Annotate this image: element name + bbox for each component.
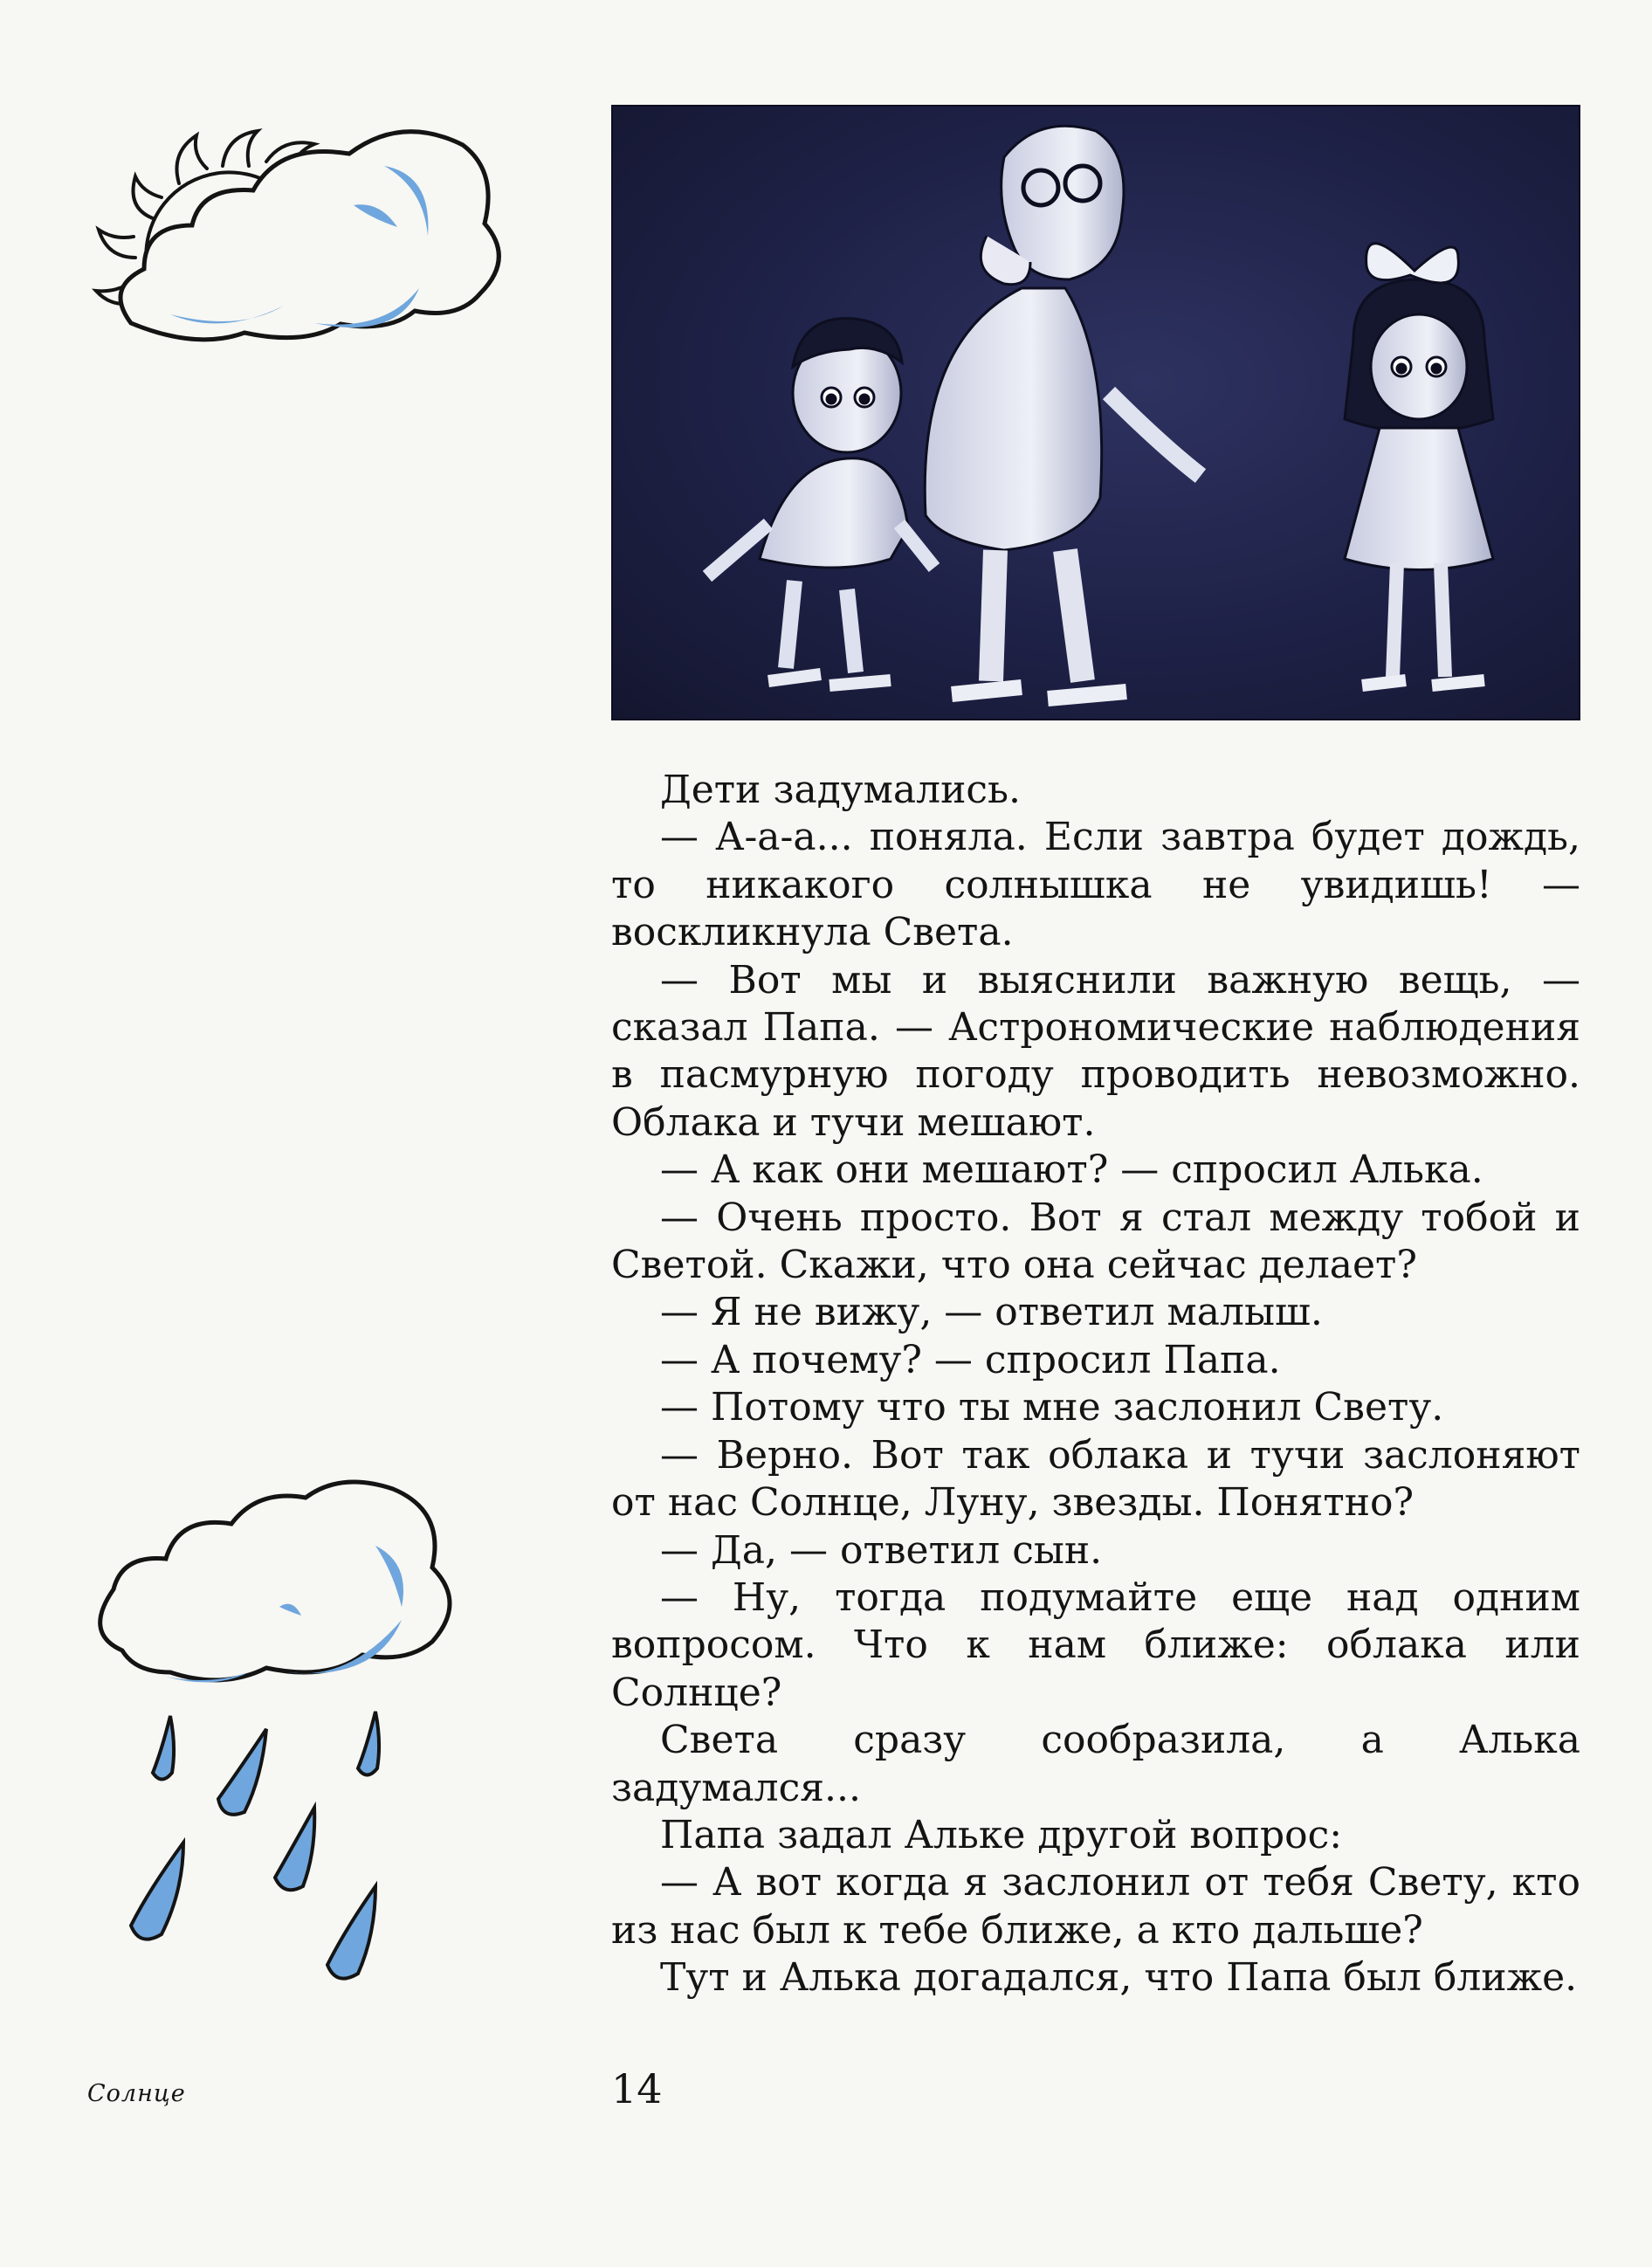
rain-cloud-illustration bbox=[87, 1476, 506, 2000]
paragraph: — Очень просто. Вот я стал между тобой и Светой. Скажи, что она сейчас делает? bbox=[611, 1195, 1580, 1288]
paragraph: — А-а-а... поняла. Если завтра будет дождь, то никакого солнышка не увидишь! — воскликнула Света. bbox=[611, 815, 1580, 955]
body-text bbox=[611, 767, 1580, 2002]
paragraph: Света сразу сообразила, а Алька задумался... bbox=[611, 1718, 1580, 1810]
scene-illustration bbox=[611, 105, 1580, 720]
paragraph: — Верно. Вот так облака и тучи заслоняют от нас Солнце, Луну, звезды. Понятно? bbox=[611, 1432, 1580, 1526]
papa-figure bbox=[925, 126, 1201, 699]
paragraph: — Потому что ты мне заслонил Свету. bbox=[660, 1385, 1444, 1430]
paragraph: — Да, — ответил сын. bbox=[660, 1527, 1103, 1573]
paragraph: — Вот мы и выяснили важную вещь, — сказал Папа. — Астрономические наблюдения в пасмурную погоду проводить невозможно. Облака и тучи мешают. bbox=[611, 957, 1580, 1145]
paragraph: Дети задумались. bbox=[660, 768, 1021, 812]
girl-figure bbox=[1345, 244, 1493, 686]
paragraph: — А вот когда я заслонил от тебя Свету, кто из нас был к тебе ближе, а кто дальше? bbox=[611, 1860, 1580, 1953]
paragraph: Тут и Алька догадался, что Папа был ближе. bbox=[660, 1955, 1578, 2001]
page-number: 14 bbox=[611, 2065, 663, 2112]
running-footer: Солнце bbox=[87, 2080, 186, 2107]
sun-ray bbox=[223, 131, 258, 166]
paragraph: — Ну, тогда подумайте еще над одним вопросом. Что к нам ближе: облака или Солнце? bbox=[611, 1574, 1580, 1715]
paragraph: — А почему? — спросил Папа. bbox=[660, 1337, 1281, 1382]
boy-figure bbox=[707, 319, 934, 686]
paragraph: Папа задал Альке другой вопрос: bbox=[660, 1812, 1343, 1857]
paragraph: — Я не вижу, — ответил малыш. bbox=[660, 1290, 1323, 1335]
sun-ray bbox=[99, 230, 135, 258]
sun-cloud-illustration bbox=[70, 105, 524, 367]
paragraph: — А как они мешают? — спросил Алька. bbox=[660, 1147, 1483, 1193]
raindrops bbox=[131, 1712, 379, 1979]
